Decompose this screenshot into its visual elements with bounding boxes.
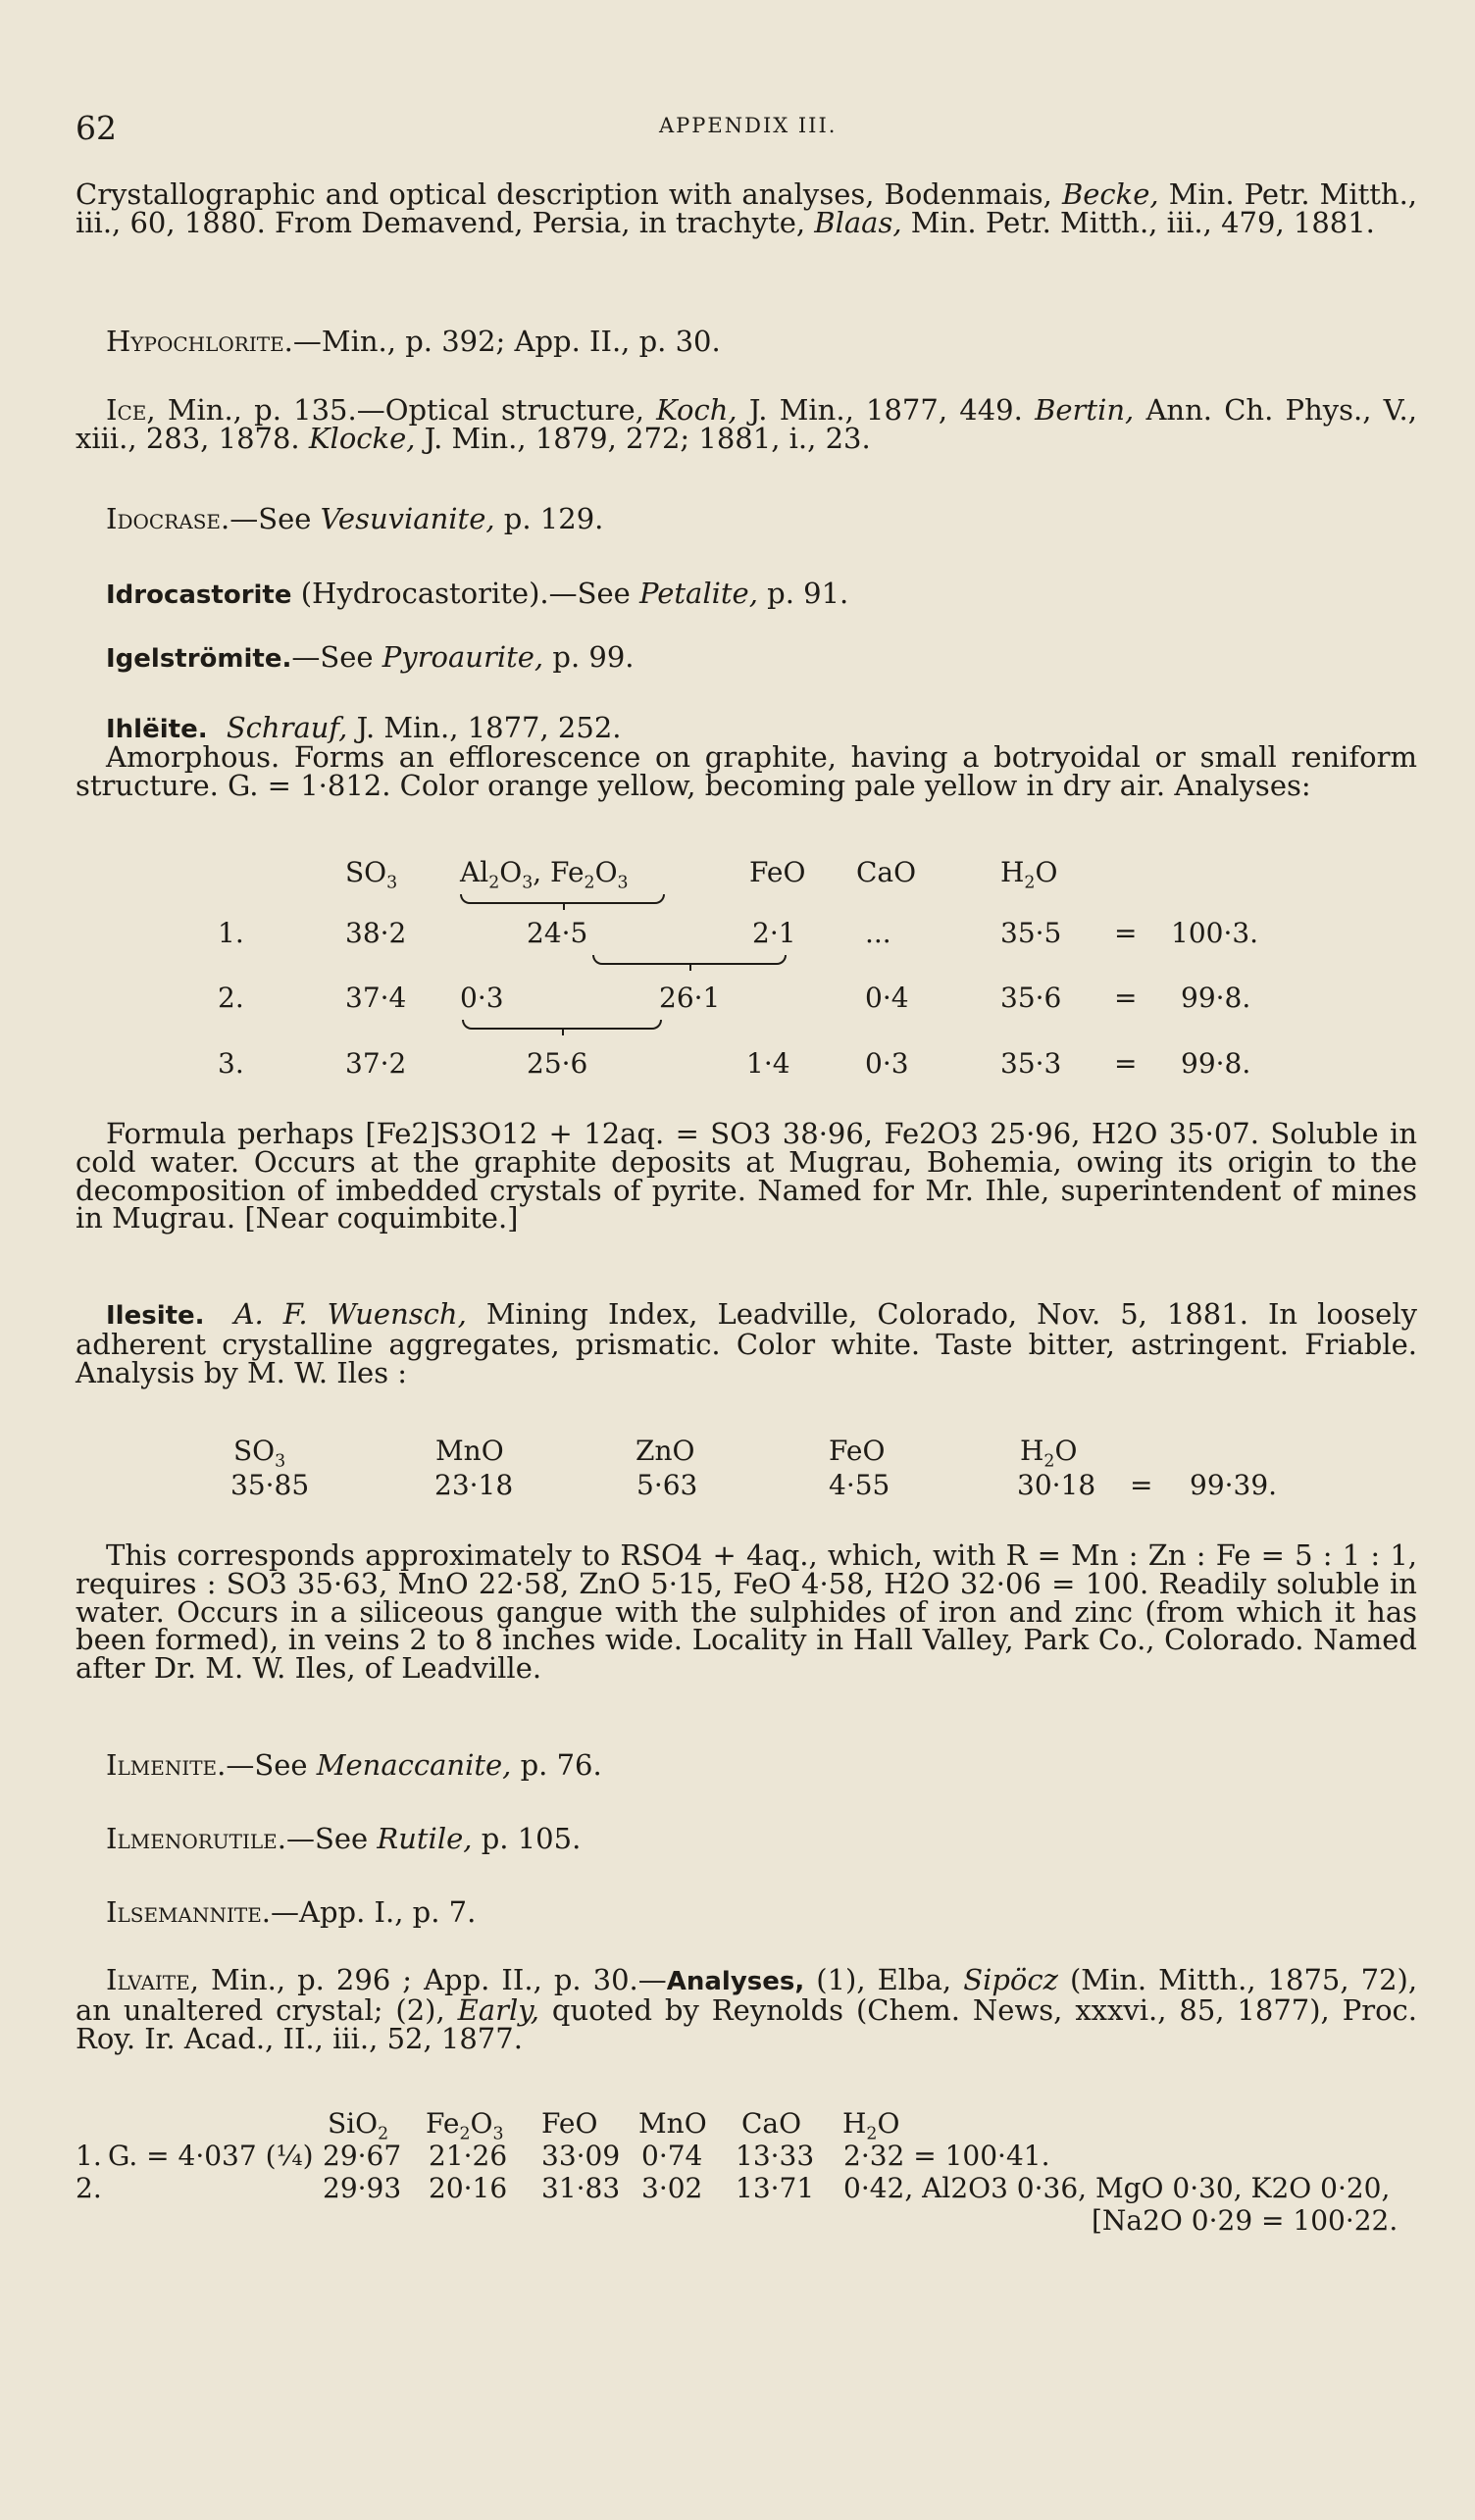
brace-row3 bbox=[462, 1020, 662, 1030]
cell-sio2: 29·93 bbox=[323, 2172, 402, 2204]
cell-mno: 23·18 bbox=[434, 1469, 514, 1501]
row-number: 2. bbox=[76, 2172, 102, 2204]
col-header-feo: FeO bbox=[541, 2107, 598, 2140]
cell-feo: 1·4 bbox=[746, 1047, 790, 1080]
cell-h2o: 35·6 bbox=[1000, 982, 1062, 1014]
entry-igelstromite: Igelströmite.—See Pyroaurite, p. 99. bbox=[106, 640, 635, 674]
page-number: 62 bbox=[76, 109, 117, 147]
cell-mno: 3·02 bbox=[641, 2172, 703, 2204]
row-number: 1. bbox=[76, 2140, 102, 2172]
ilesite-intro: Ilesite. A. F. Wuensch, Mining Index, Leadville, Colorado, Nov. 5, 1881. In loosely adherent crystalline aggregates, prismatic. Color white. Taste bitter, astringent. Friable. Analysis by M. W. Iles : bbox=[76, 1297, 1418, 1389]
cell-so3: 35·85 bbox=[230, 1469, 310, 1501]
col-header-zno: ZnO bbox=[636, 1435, 695, 1467]
entry-ilmenite: Ilmenite.—See Menaccanite, p. 76. bbox=[106, 1748, 602, 1782]
col-header-h2o: $H_2O$ bbox=[1020, 1435, 1078, 1472]
cell-continuation: [Na2O 0·29 = 100·22. bbox=[1092, 2204, 1399, 2237]
cell-total: 99·8. bbox=[1181, 1047, 1251, 1080]
ihleite-formula-paragraph: Formula perhaps [Fe2]S3O12 + 12aq. = SO3 38·96, Fe2O3 25·96, H2O 35·07. Soluble in cold water. Occurs at the graphite deposits at Mugrau, Bohemia, owing its origin to the decomposition of imbedded crystals of pyrite. Named for Mr. Ihle, superintendent of mines in Mugrau. [Near coquimbite.] bbox=[76, 1117, 1417, 1235]
cell-cao: 13·33 bbox=[736, 2140, 815, 2172]
cell-feo: 4·55 bbox=[829, 1469, 890, 1501]
cell-equals: = bbox=[1114, 1047, 1138, 1080]
cell-h2o-extra: 0·42, Al2O3 0·36, MgO 0·30, K2O 0·20, bbox=[843, 2172, 1391, 2204]
running-title: APPENDIX III. bbox=[659, 114, 838, 137]
cell-feo: 33·09 bbox=[541, 2140, 621, 2172]
cell-h2o: 35·5 bbox=[1000, 917, 1062, 949]
cell-so3: 37·4 bbox=[345, 982, 407, 1014]
col-header-cao: CaO bbox=[856, 856, 917, 888]
cell-al-fe: 24·5 bbox=[527, 917, 588, 949]
cell-zno: 5·63 bbox=[636, 1469, 698, 1501]
col-header-so3: $SO_3$ bbox=[233, 1435, 286, 1472]
entry-ilmenorutile: Ilmenorutile.—See Rutile, p. 105. bbox=[106, 1822, 582, 1855]
cell-specific-gravity: G. = 4·037 (¼) bbox=[108, 2140, 314, 2172]
cell-h2o: 30·18 bbox=[1017, 1469, 1096, 1501]
entry-idrocastorite: Idrocastorite (Hydrocastorite).—See Petalite, p. 91. bbox=[106, 577, 849, 610]
cell-mno: 0·74 bbox=[641, 2140, 703, 2172]
ihleite-heading: Ihlëite. Schrauf, J. Min., 1877, 252. bbox=[106, 711, 622, 744]
ilesite-paragraph: This corresponds approximately to RSO4 + 4aq., which, with R = Mn : Zn : Fe = 5 : 1 : 1, requires : SO3 35·63, MnO 22·58, ZnO 5·15, FeO 4·58, H2O 32·06 = 100. Readily soluble in water. Occurs in a siliceous gangue with the sulphides of iron and zinc (from which it has been formed), in veins 2 to 8 inches wide. Locality in Hall Valley, Park Co., Colorado. Named after Dr. M. W. Iles, of Leadville. bbox=[76, 1538, 1417, 1686]
entry-ice: Ice, Min., p. 135.—Optical structure, Koch, J. Min., 1877, 449. Bertin, Ann. Ch. Phys., V., xiii., 283, 1878. Klocke, J. Min., 1879, 272; 1881, i., 23. bbox=[76, 393, 1417, 455]
col-header-fe2o3: $Fe_2O_3$ bbox=[426, 2107, 504, 2144]
cell-h2o: 35·3 bbox=[1000, 1047, 1062, 1080]
cell-fe2o3: 21·26 bbox=[429, 2140, 508, 2172]
row-number: 3. bbox=[218, 1047, 244, 1080]
cell-cao: ... bbox=[865, 917, 891, 949]
col-header-so3: $SO_3$ bbox=[345, 856, 398, 893]
brace-row2 bbox=[592, 955, 787, 965]
col-header-h2o: $H_2O$ bbox=[842, 2107, 900, 2144]
continuation-paragraph: Crystallographic and optical description with analyses, Bodenmais, Becke, Min. Petr. Mitth., iii., 60, 1880. From Demavend, Persia, in trachyte, Blaas, Min. Petr. Mitth., iii., 479, 1881. bbox=[76, 177, 1418, 239]
cell-total: 100·3. bbox=[1171, 917, 1259, 949]
cell-so3: 38·2 bbox=[345, 917, 407, 949]
col-header-feo: FeO bbox=[749, 856, 806, 888]
col-header-mno: MnO bbox=[638, 2107, 707, 2140]
col-header-sio2: SiO$_2$ bbox=[328, 2107, 389, 2144]
entry-hypochlorite: Hypochlorite.—Min., p. 392; App. II., p. 30. bbox=[106, 325, 721, 358]
col-header-cao: CaO bbox=[741, 2107, 802, 2140]
cell-equals: = bbox=[1114, 982, 1138, 1014]
brace-row1 bbox=[460, 894, 665, 904]
cell-sio2: 29·67 bbox=[323, 2140, 402, 2172]
col-header-al2o3-fe2o3: $Al_2O_3$, $Fe_2O_3$ bbox=[460, 856, 629, 893]
cell-cao: 13·71 bbox=[736, 2172, 815, 2204]
cell-feo: 26·1 bbox=[659, 982, 721, 1014]
cell-total: 99·8. bbox=[1181, 982, 1251, 1014]
cell-al-fe: 25·6 bbox=[527, 1047, 588, 1080]
cell-feo: 2·1 bbox=[752, 917, 796, 949]
cell-total: 99·39. bbox=[1190, 1469, 1278, 1501]
cell-so3: 37·2 bbox=[345, 1047, 407, 1080]
cell-feo: 31·83 bbox=[541, 2172, 621, 2204]
col-header-h2o: $H_2O$ bbox=[1000, 856, 1058, 893]
ihleite-description: Amorphous. Forms an efflorescence on graphite, having a botryoidal or small reniform structure. G. = 1·812. Color orange yellow, becoming pale yellow in dry air. Analyses: bbox=[76, 740, 1417, 802]
entry-idocrase: Idocrase.—See Vesuvianite, p. 129. bbox=[106, 502, 604, 535]
col-header-mno: MnO bbox=[435, 1435, 504, 1467]
cell-equals: = bbox=[1130, 1469, 1153, 1501]
cell-h2o-total: 2·32 = 100·41. bbox=[843, 2140, 1050, 2172]
entry-ilsemannite: Ilsemannite.—App. I., p. 7. bbox=[106, 1895, 477, 1929]
ilvaite-paragraph: Ilvaite, Min., p. 296 ; App. II., p. 30.—Analyses, (1), Elba, Sipöcz (Min. Mitth., 1875, 72), an unaltered crystal; (2), Early, quoted by Reynolds (Chem. News, xxxvi., 85, 1877), Proc. Roy. Ir. Acad., II., iii., 52, 1877. bbox=[76, 1963, 1418, 2055]
cell-cao: 0·3 bbox=[865, 1047, 909, 1080]
col-header-feo: FeO bbox=[829, 1435, 886, 1467]
cell-fe2o3: 20·16 bbox=[429, 2172, 508, 2204]
cell-equals: = bbox=[1114, 917, 1138, 949]
cell-cao: 0·4 bbox=[865, 982, 909, 1014]
row-number: 1. bbox=[218, 917, 244, 949]
cell-al-fe: 0·3 bbox=[460, 982, 504, 1014]
row-number: 2. bbox=[218, 982, 244, 1014]
